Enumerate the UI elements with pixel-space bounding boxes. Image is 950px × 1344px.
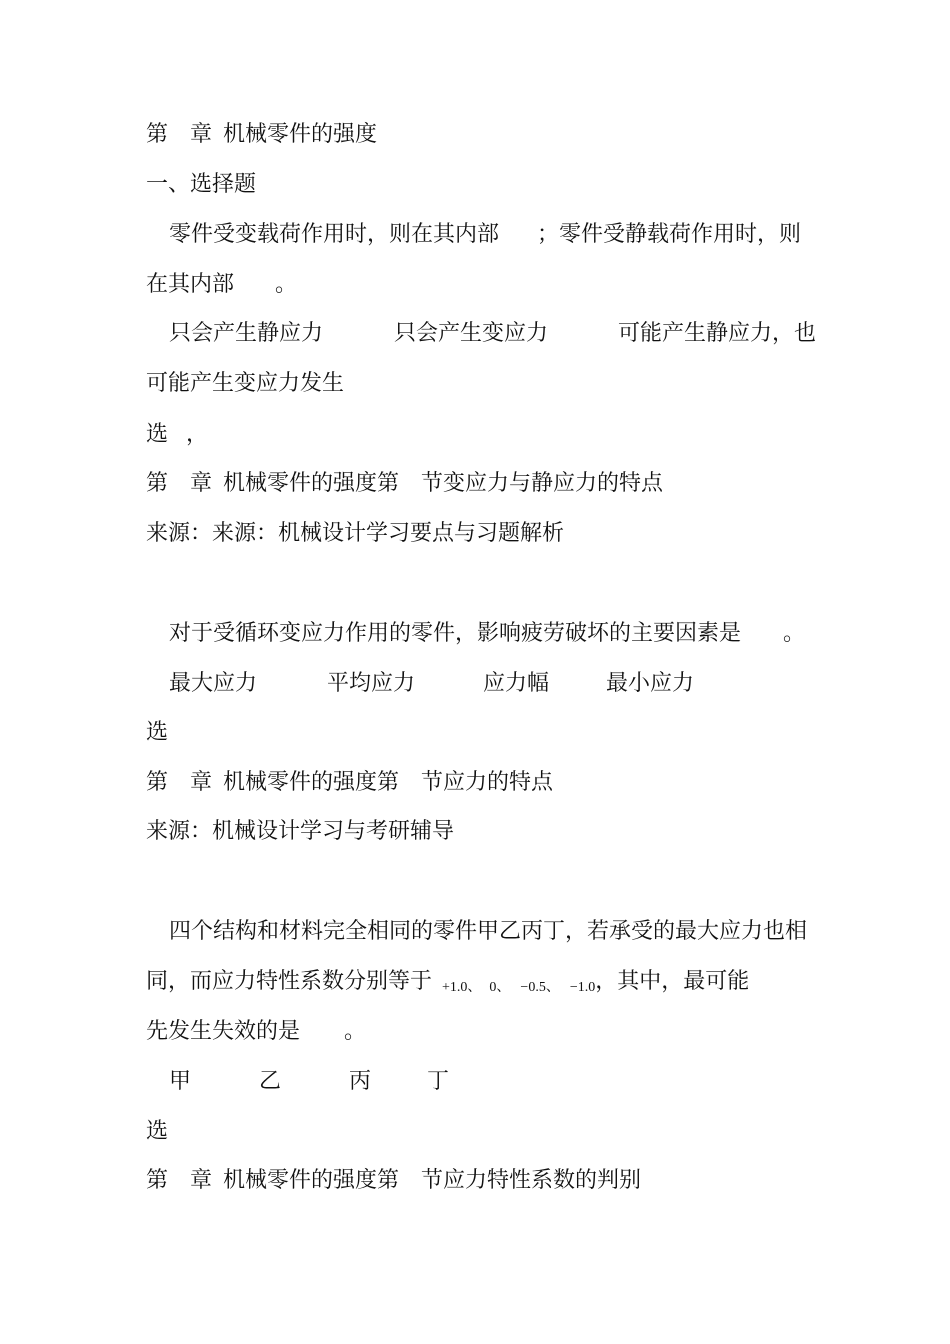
- q1-ref-c: 机械零件的强度第: [223, 471, 400, 496]
- q1-option-a: 只会产生静应力: [169, 321, 324, 346]
- q3-ref-d: 节应力特性系数的判别: [421, 1168, 642, 1193]
- q1-ref-b: 章: [190, 471, 213, 496]
- q2-ref-a: 第: [146, 770, 169, 795]
- q1-ref-a: 第: [146, 471, 169, 496]
- q1-answer: [146, 421, 208, 449]
- q3-ref-a: 第: [146, 1168, 169, 1193]
- q3-value-2: 0、: [489, 980, 511, 995]
- q1-reference: [146, 470, 663, 498]
- q1-stem-line1: [169, 221, 801, 249]
- q3-option-d: 丁: [427, 1069, 450, 1094]
- q3-ref-b: 章: [190, 1168, 213, 1193]
- chapter-title-first: 第: [146, 122, 169, 147]
- q1-source: 来源：来源：机械设计学习要点与习题解析: [146, 521, 565, 546]
- q3-stem-text-a: 同，而应力特性系数分别等于: [146, 969, 433, 994]
- chapter-title-second: 章: [190, 122, 213, 147]
- q1-stem-line2: [146, 271, 297, 299]
- q1-stem-text-a: 零件受变载荷作用时，则在其内部: [169, 222, 500, 247]
- q3-stem-text-d: 。: [344, 1019, 367, 1044]
- q3-stem-line1: 四个结构和材料完全相同的零件甲乙丙丁，若承受的最大应力也相: [169, 919, 808, 944]
- q3-option-a: 甲: [169, 1069, 192, 1094]
- q2-source: 来源：机械设计学习与考研辅导: [146, 819, 455, 844]
- q3-stem-line2: [146, 968, 749, 1002]
- q3-stem-line3: [146, 1018, 366, 1046]
- q3-option-b: 乙: [259, 1069, 282, 1094]
- chapter-title: [146, 121, 377, 149]
- q1-stem-text-c: 在其内部: [146, 272, 235, 297]
- q1-stem-text-b: ；零件受静载荷作用时，则: [537, 222, 802, 247]
- q2-option-d: 最小应力: [606, 671, 695, 696]
- q1-option-b: 只会产生变应力: [394, 321, 549, 346]
- q2-answer: 选: [146, 720, 169, 745]
- q3-stem-text-b: ，其中，最可能: [595, 969, 750, 994]
- q2-stem-text-b: 。: [783, 621, 806, 646]
- q3-value-1: +1.0、: [442, 980, 482, 995]
- q3-reference: [146, 1167, 641, 1195]
- q3-ref-c: 机械零件的强度第: [223, 1168, 400, 1193]
- q2-stem-text-a: 对于受循环变应力作用的零件，影响疲劳破坏的主要因素是: [169, 621, 742, 646]
- section-heading: 一、选择题: [146, 172, 257, 197]
- q2-ref-b: 章: [190, 770, 213, 795]
- q1-answer-tail: ，: [186, 422, 209, 447]
- q2-ref-c: 机械零件的强度第: [223, 770, 400, 795]
- q1-stem-text-d: 。: [275, 272, 298, 297]
- q3-option-c: 丙: [349, 1069, 372, 1094]
- q3-answer: 选: [146, 1119, 169, 1144]
- q2-option-a: 最大应力: [169, 671, 258, 696]
- q3-stem-text-c: 先发生失效的是: [146, 1019, 301, 1044]
- q1-ref-d: 节变应力与静应力的特点: [421, 471, 664, 496]
- q2-reference: [146, 769, 553, 797]
- q1-option-c-cont: 可能产生变应力发生: [146, 371, 345, 396]
- q1-answer-label: 选: [146, 422, 169, 447]
- q3-value-3: −0.5、: [520, 980, 560, 995]
- q2-option-c: 应力幅: [483, 671, 550, 696]
- q3-value-4: −1.0: [569, 980, 596, 995]
- q1-option-c: 可能产生静应力，也: [618, 321, 817, 346]
- q2-ref-d: 节应力的特点: [421, 770, 554, 795]
- chapter-title-rest: 机械零件的强度: [223, 122, 378, 147]
- q2-stem: [169, 620, 805, 648]
- q2-option-b: 平均应力: [327, 671, 416, 696]
